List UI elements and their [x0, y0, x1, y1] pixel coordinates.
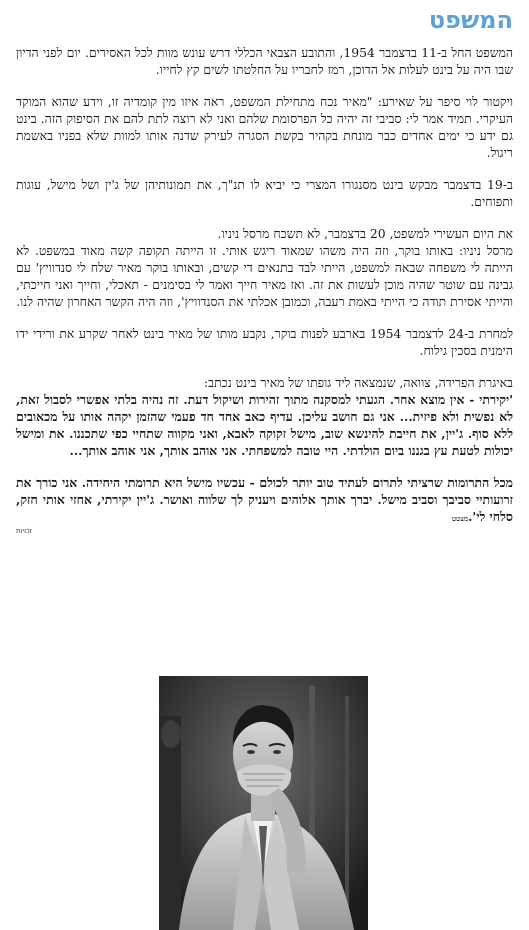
farewell-closing-text: מכל התרומות שרציתי לתרום לעתיד טוב יותר לכולם - עכשיו מישל היא תרומתי היחידה. אני כורך את זרועותיי סביבך וסביב מישל. יברך אותך אלוהים ויעניק לך שלווה ואושר. ג'יין יקירתי, אחזי אותי חזק, סלחי לי'. [16, 475, 513, 524]
meir-binet-photo [159, 676, 368, 930]
paragraph-farewell-closing [16, 474, 513, 527]
paragraph-tenth-day: את היום העשירי למשפט, 20 בדצמבר, לא תשכח מרסל ניניו. [217, 226, 513, 241]
paragraph-trial-start: המשפט החל ב-11 בדצמבר 1954, והתובע הצבאי הכללי דרש עונש מוות לכל האסירים. יום לפני הדיון שבו היה על בינט לעלות אל הדוכן, רמז לחבריו על החלטתו לשים קץ לחייו. [16, 45, 514, 77]
paragraph-victor-levy: ויקטור לוי סיפר על שאירע: "מאיר נכח מתחילת המשפט, ראה איזו מין קומדיה זו, וידע שהוא המוקד העיקרי. תמיד אמר לי: סביבי זה יהיה כל הפרסומת שלהם ואני לא רוצה לתת להם את הסיפוק הזה. בינט גם ידע כי ימים אחדים כבר מונחת בקהיר בקשת הסגרה לעירק שדנה אותו למוות שלא בפניו באשמת ריגול. [16, 94, 513, 160]
credit-note: זכויות [16, 527, 33, 535]
paragraph-marcelle-ninio: מרסל ניניו: באותו בוקר, וזה היה משהו שמאוד ריגש אותי. זו הייתה תקופה קשה מאוד במשפט. לא הייתה לי משפחה שבאה למשפט, הייתי לבד בתנאים די קשים, ובאותו בוקר מאיר שלח לי סנדוויץ' עם גבינה עם שוטר שהיה מוכן לעשות את זה. ואז מאיר חייך ואמר לי בסימנים - תאכלי, וחייך ואני חייכתי, והייתי אסירת תודה כי הייתי באמת רעבה, וכמובן אכלתי את הסנדוויץ', וזה היה הקשר האחרון שהיה לנו. [16, 243, 513, 309]
quote-marker: מצטט [451, 514, 469, 523]
paragraph-farewell-letter: 'יקירתי - אין מוצא אחר. הגעתי למסקנה מתוך זהירות ושיקול דעת. זה נהיה בלתי אפשרי לסבול זאת, לא נפשית ולא פיזית... אני גם חושב עליכן. עדיף כאב אחד חד פעמי שהזמן יקהה אותו על מכאובים ללא סוף. ג'יין, את חייבת להינשא שוב, מישל זקוקה לאבא, ואני מקווה שתחיי כפי שתכננו. את ומישל יכולות לטעת עץ בגננו ביום הולדתי. היי טובה למשפחתי. אני אוהב אותך, אני אוהב אותך... [16, 392, 513, 458]
page-title: המשפט [428, 6, 513, 34]
paragraph-bible-request: ב-19 בדצמבר מבקש בינט מסנגורו המצרי כי יביא לו תנ"ך, את תמונותיהן של ג'ין ושל מישל, עוגות ותפוחים. [16, 177, 513, 209]
paragraph-death: למחרת ב-24 לדצמבר 1954 בארבע לפנות בוקר, נקבע מותו של מאיר בינט לאחר שקרע את ורידי ידו הימנית בסכין גילוח. [16, 326, 514, 358]
photo-illustration [159, 676, 368, 930]
paragraph-farewell-intro: באיגרת הפרידה, צוואה, שנמצאה ליד גופתו של מאיר בינט נכתב: [203, 375, 513, 390]
